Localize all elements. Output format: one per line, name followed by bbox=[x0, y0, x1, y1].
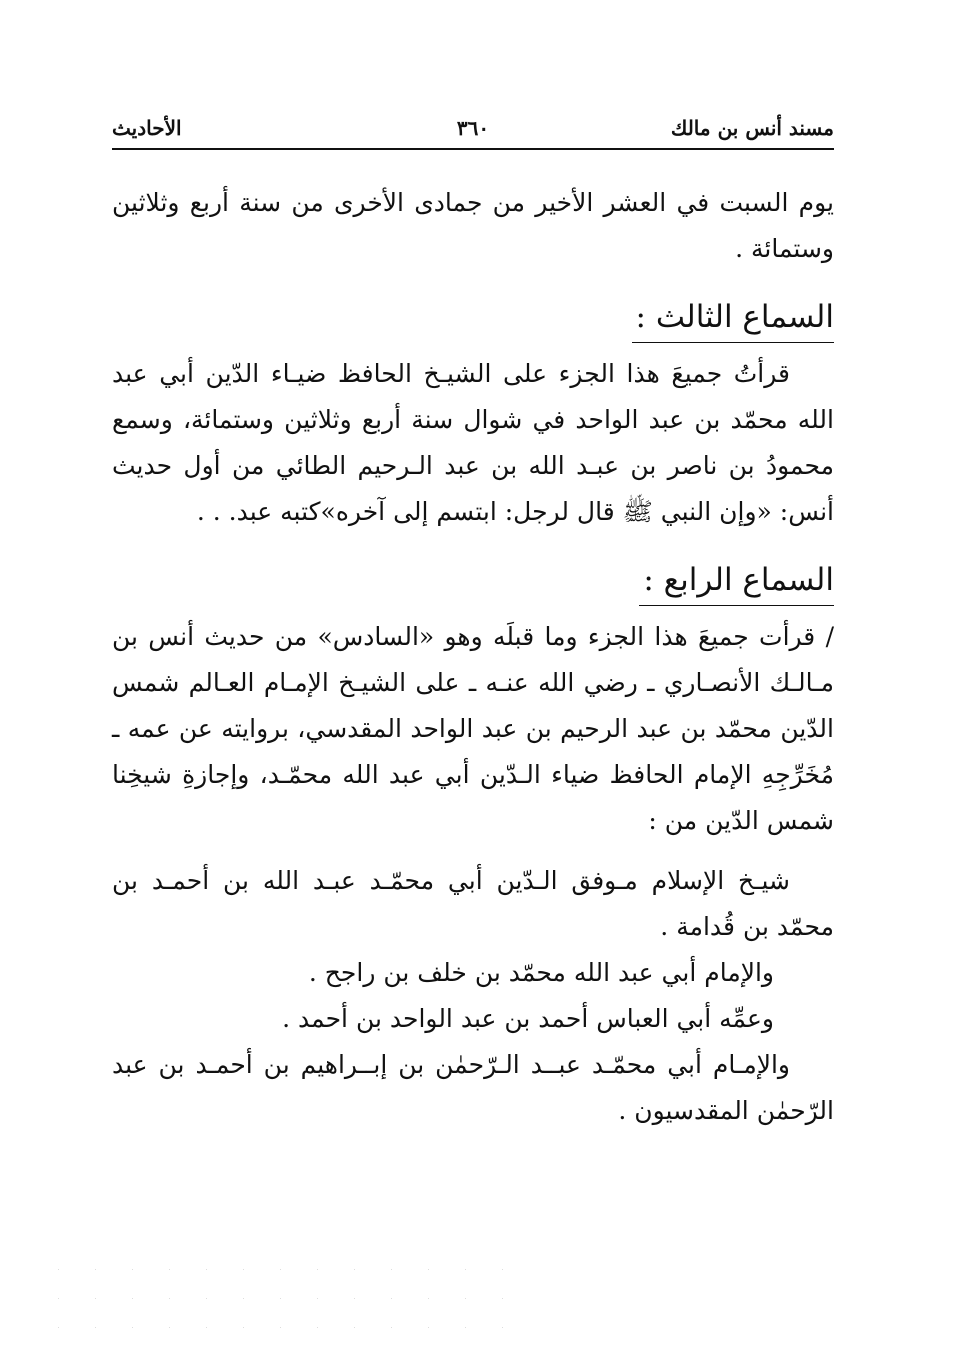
opening-paragraph: يوم السبت في العشر الأخير من جمادى الأخرى من سنة أربع وثلاثين وستمائة . bbox=[112, 188, 834, 263]
imam-line-1: والإمام أبي عبد الله محمّد بن خلف بن راجح . bbox=[308, 958, 774, 987]
uncle-line: وعمِّه أبي العباس أحمد بن عبد الواحد بن أحمد . bbox=[282, 1004, 774, 1033]
imam-line-2: والإمـام أبي محمّـد عبــد الـرّحمٰن بن إبــراهيم بن أحمـد بن عبد الرّحمٰن المقدسيون . bbox=[112, 1050, 834, 1125]
section-title: الأحاديث bbox=[112, 116, 182, 140]
page-number: ٣٦٠ bbox=[456, 116, 490, 140]
running-head bbox=[112, 112, 834, 150]
fourth-hearing-heading: السماع الرابع : bbox=[639, 555, 834, 606]
third-hearing-heading: السماع الثالث : bbox=[632, 292, 834, 343]
third-hearing-heading-wrap bbox=[112, 292, 834, 343]
scan-speckle bbox=[40, 1255, 510, 1355]
book-title: مسند أنس بن مالك bbox=[670, 116, 834, 140]
sheikh-line: شيـخ الإسلام مـوفق الـدّين أبي محمّـد عبـد الله بن أحمـد بن محمّد بن قُدامة . bbox=[112, 866, 834, 941]
third-hearing-text: قرأتُ جميعَ هذا الجزء على الشيـخ الحافظ ضيـاء الدّين أبي عبد الله محمّد بن عبد الواحد في شوال سنة أربع وثلاثين وستمائة، وسمع محمودُ بن ناصر بن عبـد الله بن عبد الـرحيم الطائي من أول حديث أنس: «وإن النبي ﷺ قال لرجل: ابتسم إلى آخره»كتبه عبد. . . bbox=[112, 359, 834, 526]
fourth-hearing-heading-wrap bbox=[112, 555, 834, 606]
body-text bbox=[112, 180, 834, 1134]
fourth-hearing-text: / قرأت جميعَ هذا الجزء وما قبلَه وهو «السادس» من حديث أنس بن مـالـك الأنصـاري ـ رضي الله عنـه ـ على الشيـخ الإمـام العـالم شمس الدّين محمّد بن عبد الرحيم بن عبد الواحد المقدسي، بروايته عن عمه ـ مُخَرِّجِهِ الإمام الحافظ ضياء الـدّين أبي عبد الله محمّـد، وإجازةِ شيخِنا شمس الدّين من : bbox=[112, 622, 834, 835]
